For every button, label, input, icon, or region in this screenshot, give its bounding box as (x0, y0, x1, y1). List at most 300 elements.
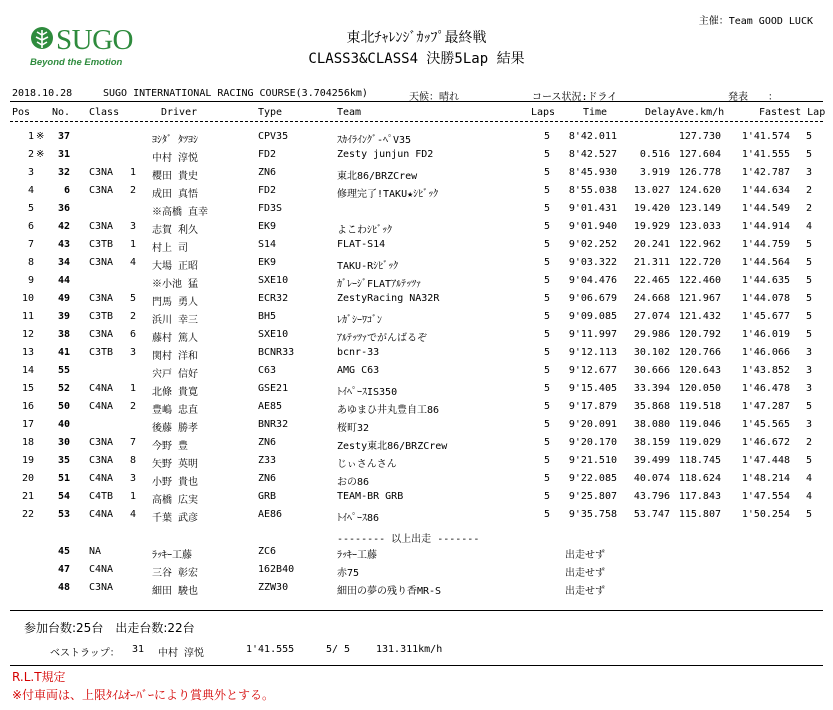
cell-driver: 千葉 武彦 (152, 513, 199, 524)
cell-no: 30 (57, 437, 70, 448)
cell-fastest-lap: 1'42.787 (741, 167, 790, 178)
cell-class: C4NA (89, 383, 114, 394)
cell-class-rank: 2 (129, 311, 136, 322)
cell-laps: 5 (543, 185, 550, 196)
cell-type: FD3S (258, 203, 283, 214)
cell-fastest-lap: 1'47.554 (741, 491, 790, 502)
table-row (0, 347, 833, 361)
cell-type: BNR32 (258, 419, 289, 430)
cell-type: ZN6 (258, 437, 277, 448)
cell-pos: 7 (27, 239, 34, 250)
cell-class: C3NA (89, 185, 114, 196)
cell-time: 8'42.011 (568, 131, 617, 142)
cell-type: ZN6 (258, 167, 277, 178)
table-row (0, 239, 833, 253)
cell-type: ZC6 (258, 546, 277, 557)
cell-time: 9'35.758 (568, 509, 617, 520)
cell-fastest-lap-no: 5 (805, 239, 812, 250)
cell-delay: 40.074 (633, 473, 670, 484)
cell-driver: ﾗｯｷｰ工藤 (152, 550, 192, 561)
cell-type: 162B40 (258, 564, 295, 575)
cell-pos: 10 (21, 293, 34, 304)
cell-fastest-lap-no: 3 (805, 167, 812, 178)
cell-class: C4NA (89, 401, 114, 412)
cell-avg-speed: 124.620 (678, 185, 721, 196)
cell-type: Z33 (258, 455, 277, 466)
cell-class: C3TB (89, 347, 114, 358)
cell-fastest-lap: 1'50.254 (741, 509, 790, 520)
cell-delay: 0.516 (639, 149, 670, 160)
cell-delay: 33.394 (633, 383, 670, 394)
weather: 天候：晴れ (409, 92, 459, 103)
cell-avg-speed: 119.518 (678, 401, 721, 412)
cell-driver: ※小池 猛 (152, 279, 199, 290)
cell-no: 36 (57, 203, 70, 214)
cell-no: 39 (57, 311, 70, 322)
cell-time: 9'04.476 (568, 275, 617, 286)
cell-no: 47 (57, 564, 70, 575)
header-avg-speed: Ave.km/h (676, 107, 725, 118)
cell-no: 32 (57, 167, 70, 178)
table-header (0, 107, 833, 119)
cell-laps: 5 (543, 203, 550, 214)
cell-team: ｱﾙﾃｯﾂｧでがんばるぞ (337, 333, 427, 344)
cell-driver: 後藤 勝孝 (152, 423, 199, 434)
cell-driver: 矢野 英明 (152, 459, 199, 470)
table-row (0, 149, 833, 163)
cell-pos: 3 (27, 167, 34, 178)
cell-fastest-lap-no: 3 (805, 365, 812, 376)
cell-delay: 30.666 (633, 365, 670, 376)
cell-driver: 藤村 篤人 (152, 333, 199, 344)
cell-fastest-lap: 1'45.565 (741, 419, 790, 430)
table-row (0, 203, 833, 217)
rule-top (10, 101, 823, 102)
cell-status: 出走せず (565, 586, 605, 597)
best-lap-no: 31 (132, 644, 145, 655)
cell-time: 8'42.527 (568, 149, 617, 160)
cell-team: おの86 (337, 477, 370, 488)
cell-laps: 5 (543, 491, 550, 502)
cell-fastest-lap: 1'46.066 (741, 347, 790, 358)
cell-pos: 21 (21, 491, 34, 502)
cell-class: C3NA (89, 437, 114, 448)
cell-driver: 宍戸 信好 (152, 369, 199, 380)
cell-no: 45 (57, 546, 70, 557)
table-row (0, 257, 833, 271)
cell-avg-speed: 119.046 (678, 419, 721, 430)
table-row (0, 383, 833, 397)
cell-class: C3NA (89, 329, 114, 340)
rule-header (10, 121, 823, 122)
cell-no: 53 (57, 509, 70, 520)
cell-class-rank: 1 (129, 167, 136, 178)
cell-laps: 5 (543, 257, 550, 268)
cell-team: TEAM-BR GRB (337, 491, 404, 502)
cell-driver: 今野 豊 (152, 441, 189, 452)
cell-no: 50 (57, 401, 70, 412)
dns-row (0, 582, 833, 596)
cell-time: 9'03.322 (568, 257, 617, 268)
cell-avg-speed: 127.604 (678, 149, 721, 160)
cell-fastest-lap-no: 4 (805, 491, 812, 502)
cell-team: 東北86/BRZCrew (337, 171, 418, 182)
cell-pos: 5 (27, 203, 34, 214)
cell-class-rank: 8 (129, 455, 136, 466)
cell-laps: 5 (543, 437, 550, 448)
entry-count: 参加台数:25台 出走台数:22台 (24, 621, 195, 635)
cell-team: TAKU-Rｼﾋﾞｯｸ (337, 261, 399, 272)
cell-class: C3NA (89, 582, 114, 593)
cell-driver: 大場 正昭 (152, 261, 199, 272)
cell-class: C3NA (89, 293, 114, 304)
logo-word: SUGO (56, 24, 133, 56)
cell-mark: ※ (36, 149, 45, 160)
cell-team: 細田の夢の残り香MR-S (337, 586, 442, 597)
cell-fastest-lap: 1'41.574 (741, 131, 790, 142)
cell-time: 9'01.431 (568, 203, 617, 214)
cell-fastest-lap: 1'47.287 (741, 401, 790, 412)
cell-no: 35 (57, 455, 70, 466)
cell-delay: 53.747 (633, 509, 670, 520)
cell-fastest-lap: 1'44.078 (741, 293, 790, 304)
cell-class-rank: 3 (129, 347, 136, 358)
cell-fastest-lap-no: 5 (805, 311, 812, 322)
cell-laps: 5 (543, 131, 550, 142)
cell-team: よこわｼﾋﾞｯｸ (337, 225, 392, 236)
cell-class: C3NA (89, 455, 114, 466)
cell-no: 49 (57, 293, 70, 304)
race-title: CLASS3&CLASS4 決勝5Lap 結果 (308, 51, 525, 67)
cell-fastest-lap: 1'46.019 (741, 329, 790, 340)
cell-delay: 24.668 (633, 293, 670, 304)
cell-no: 51 (57, 473, 70, 484)
cell-no: 6 (63, 185, 70, 196)
cell-time: 8'55.038 (568, 185, 617, 196)
cell-avg-speed: 122.962 (678, 239, 721, 250)
course-name: SUGO INTERNATIONAL RACING COURSE(3.704256km) (103, 88, 368, 99)
cell-fastest-lap: 1'41.555 (741, 149, 790, 160)
cell-no: 48 (57, 582, 70, 593)
cell-fastest-lap: 1'44.549 (741, 203, 790, 214)
cell-type: GSE21 (258, 383, 289, 394)
cell-avg-speed: 115.807 (678, 509, 721, 520)
cell-type: CPV35 (258, 131, 289, 142)
cell-fastest-lap-no: 3 (805, 419, 812, 430)
cell-fastest-lap-no: 5 (805, 509, 812, 520)
cell-time: 8'45.930 (568, 167, 617, 178)
cell-laps: 5 (543, 311, 550, 322)
cell-type: SXE10 (258, 275, 289, 286)
cell-class-rank: 6 (129, 329, 136, 340)
cell-fastest-lap-no: 5 (805, 275, 812, 286)
table-row (0, 509, 833, 523)
cell-team: Zesty junjun FD2 (337, 149, 434, 160)
header-fastest-lap: Fastest Lap (759, 107, 826, 118)
cell-no: 40 (57, 419, 70, 430)
cell-class: C4NA (89, 473, 114, 484)
cell-laps: 5 (543, 329, 550, 340)
cell-fastest-lap: 1'45.677 (741, 311, 790, 322)
cell-team: じぃさんさん (337, 459, 397, 470)
header-delay: Delay (645, 107, 676, 118)
cell-class: C3NA (89, 257, 114, 268)
cell-class-rank: 2 (129, 401, 136, 412)
cell-driver: 中村 淳悦 (152, 153, 199, 164)
cell-class-rank: 5 (129, 293, 136, 304)
cell-avg-speed: 122.720 (678, 257, 721, 268)
cell-team: ｽｶｲﾗｲﾝｸﾞ-ﾍﾟV35 (337, 135, 412, 146)
cell-type: BH5 (258, 311, 277, 322)
table-row (0, 401, 833, 415)
cell-class-rank: 4 (129, 509, 136, 520)
cell-team: ﾗｯｷｰ工藤 (337, 550, 377, 561)
cell-laps: 5 (543, 221, 550, 232)
cell-team: Zesty東北86/BRZCrew (337, 441, 448, 452)
cell-type: FD2 (258, 149, 277, 160)
header-pos: Pos (12, 107, 31, 118)
cell-laps: 5 (543, 293, 550, 304)
cell-team: ｶﾞﾚｰｼﾞFLATｱﾙﾃｯﾂｧ (337, 279, 422, 290)
cell-class: C3NA (89, 167, 114, 178)
cell-type: C63 (258, 365, 277, 376)
cell-class-rank: 1 (129, 383, 136, 394)
header-class: Class (89, 107, 120, 118)
cell-mark: ※ (36, 131, 45, 142)
cell-time: 9'09.085 (568, 311, 617, 322)
cell-time: 9'15.405 (568, 383, 617, 394)
cell-class-rank: 7 (129, 437, 136, 448)
cell-pos: 6 (27, 221, 34, 232)
header-laps: Laps (531, 107, 556, 118)
cell-fastest-lap-no: 2 (805, 185, 812, 196)
cell-avg-speed: 126.778 (678, 167, 721, 178)
cell-type: SXE10 (258, 329, 289, 340)
cell-laps: 5 (543, 473, 550, 484)
cell-pos: 20 (21, 473, 34, 484)
cell-avg-speed: 117.843 (678, 491, 721, 502)
cell-time: 9'25.807 (568, 491, 617, 502)
cell-class-rank: 1 (129, 491, 136, 502)
cell-pos: 18 (21, 437, 34, 448)
cell-driver: 小野 貴也 (152, 477, 199, 488)
dns-row (0, 564, 833, 578)
cell-delay: 38.080 (633, 419, 670, 430)
cell-fastest-lap-no: 5 (805, 149, 812, 160)
cell-driver: ﾖｼﾀﾞ ﾀﾂﾖｼ (152, 135, 199, 146)
cell-pos: 16 (21, 401, 34, 412)
published: 発表 ： (728, 92, 778, 103)
cell-delay: 19.929 (633, 221, 670, 232)
cell-avg-speed: 121.432 (678, 311, 721, 322)
cell-laps: 5 (543, 383, 550, 394)
cell-time: 9'20.170 (568, 437, 617, 448)
cell-type: EK9 (258, 221, 277, 232)
best-lap-lap: 5/ 5 (326, 644, 351, 655)
best-lap-time: 1'41.555 (246, 644, 295, 655)
cell-fastest-lap: 1'44.564 (741, 257, 790, 268)
cell-avg-speed: 123.149 (678, 203, 721, 214)
cell-time: 9'22.085 (568, 473, 617, 484)
cell-avg-speed: 121.967 (678, 293, 721, 304)
cell-fastest-lap: 1'48.214 (741, 473, 790, 484)
cell-pos: 11 (21, 311, 34, 322)
cell-driver: ※高橋 直幸 (152, 207, 209, 218)
cell-no: 38 (57, 329, 70, 340)
cell-team: ZestyRacing NA32R (337, 293, 440, 304)
cell-class-rank: 1 (129, 239, 136, 250)
cell-laps: 5 (543, 401, 550, 412)
cell-delay: 38.159 (633, 437, 670, 448)
cell-laps: 5 (543, 239, 550, 250)
cell-class: C4NA (89, 509, 114, 520)
cell-fastest-lap-no: 4 (805, 473, 812, 484)
cell-fastest-lap-no: 2 (805, 437, 812, 448)
table-row (0, 419, 833, 433)
table-row (0, 365, 833, 379)
started-divider: -------- 以上出走 ------- (337, 534, 480, 545)
cell-fastest-lap: 1'44.914 (741, 221, 790, 232)
cell-fastest-lap: 1'47.448 (741, 455, 790, 466)
cell-delay: 27.074 (633, 311, 670, 322)
cell-pos: 8 (27, 257, 34, 268)
cell-fastest-lap: 1'43.852 (741, 365, 790, 376)
cell-fastest-lap-no: 5 (805, 455, 812, 466)
cell-driver: 豊嶋 忠直 (152, 405, 199, 416)
best-lap-line (50, 644, 443, 659)
cell-avg-speed: 123.033 (678, 221, 721, 232)
table-row (0, 131, 833, 145)
cell-no: 34 (57, 257, 70, 268)
table-row (0, 167, 833, 181)
cell-laps: 5 (543, 419, 550, 430)
cell-delay: 22.465 (633, 275, 670, 286)
cell-delay: 43.796 (633, 491, 670, 502)
cell-fastest-lap: 1'46.478 (741, 383, 790, 394)
disqualification-note: ※付車両は、上限ﾀｲﾑｵｰﾊﾞｰにより賞典外とする。 (12, 688, 275, 702)
cell-fastest-lap-no: 2 (805, 203, 812, 214)
cell-no: 37 (57, 131, 70, 142)
race-date: 2018.10.28 (12, 88, 73, 99)
cell-avg-speed: 120.050 (678, 383, 721, 394)
cell-fastest-lap-no: 5 (805, 329, 812, 340)
table-row (0, 311, 833, 325)
cell-type: GRB (258, 491, 277, 502)
cell-driver: 三谷 彰宏 (152, 568, 199, 579)
table-row (0, 329, 833, 343)
cell-type: FD2 (258, 185, 277, 196)
cell-no: 54 (57, 491, 70, 502)
cell-pos: 22 (21, 509, 34, 520)
cell-laps: 5 (543, 167, 550, 178)
cell-fastest-lap-no: 3 (805, 383, 812, 394)
cell-class-rank: 3 (129, 473, 136, 484)
cell-team: 桜町32 (337, 423, 370, 434)
cell-pos: 12 (21, 329, 34, 340)
cell-laps: 5 (543, 347, 550, 358)
cell-delay: 30.102 (633, 347, 670, 358)
cell-driver: 成田 真悟 (152, 189, 199, 200)
header-driver: Driver (161, 107, 198, 118)
cell-no: 55 (57, 365, 70, 376)
cell-time: 9'17.879 (568, 401, 617, 412)
cell-delay: 29.986 (633, 329, 670, 340)
cell-fastest-lap-no: 5 (805, 131, 812, 142)
cell-pos: 9 (27, 275, 34, 286)
table-row (0, 455, 833, 469)
cell-delay: 39.499 (633, 455, 670, 466)
cell-pos: 13 (21, 347, 34, 358)
table-row (0, 473, 833, 487)
cell-avg-speed: 118.745 (678, 455, 721, 466)
cell-type: ZZW30 (258, 582, 289, 593)
cell-type: ECR32 (258, 293, 289, 304)
cell-driver: 関村 洋和 (152, 351, 199, 362)
table-row (0, 491, 833, 505)
cell-status: 出走せず (565, 568, 605, 579)
cell-type: AE86 (258, 509, 283, 520)
table-row (0, 185, 833, 199)
dns-row (0, 546, 833, 560)
cell-driver: 門馬 勇人 (152, 297, 199, 308)
cell-driver: 浜川 幸三 (152, 315, 199, 326)
rlt-rule: R.L.T規定 (12, 670, 66, 684)
cell-avg-speed: 120.792 (678, 329, 721, 340)
cell-driver: 高橋 広実 (152, 495, 199, 506)
cell-pos: 17 (21, 419, 34, 430)
cell-class: C3NA (89, 221, 114, 232)
table-row (0, 293, 833, 307)
cell-driver: 村上 司 (152, 243, 189, 254)
cell-team: AMG C63 (337, 365, 380, 376)
cell-time: 9'12.113 (568, 347, 617, 358)
cell-pos: 15 (21, 383, 34, 394)
cell-no: 31 (57, 149, 70, 160)
cell-pos: 2 (27, 149, 34, 160)
cell-laps: 5 (543, 509, 550, 520)
cell-delay: 21.311 (633, 257, 670, 268)
logo-tagline: Beyond the Emotion (30, 57, 123, 68)
cell-type: AE85 (258, 401, 283, 412)
cell-class-rank: 4 (129, 257, 136, 268)
cell-class: C3TB (89, 311, 114, 322)
cell-laps: 5 (543, 275, 550, 286)
cell-time: 9'12.677 (568, 365, 617, 376)
cell-team: ﾚｶﾞｼｰﾜｺﾞﾝ (337, 315, 382, 326)
best-lap-speed: 131.311km/h (376, 644, 443, 655)
cell-delay: 13.027 (633, 185, 670, 196)
best-lap-driver: 中村 淳悦 (158, 648, 205, 659)
cell-class: C4TB (89, 491, 114, 502)
cell-time: 9'11.997 (568, 329, 617, 340)
cell-type: ZN6 (258, 473, 277, 484)
header-no: No. (52, 107, 71, 118)
cell-team: ﾄｲﾍﾟｰｽIS350 (337, 387, 398, 398)
cell-laps: 5 (543, 149, 550, 160)
cell-laps: 5 (543, 455, 550, 466)
cell-class-rank: 2 (129, 185, 136, 196)
cell-time: 9'06.679 (568, 293, 617, 304)
cell-avg-speed: 120.643 (678, 365, 721, 376)
cell-status: 出走せず (565, 550, 605, 561)
cell-delay: 3.919 (639, 167, 670, 178)
cell-team: あゆまひ井丸豊自工86 (337, 405, 440, 416)
cell-team: 修理完了!TAKU★ｼﾋﾞｯｸ (337, 189, 439, 200)
cell-team: 赤75 (337, 568, 360, 579)
cell-no: 52 (57, 383, 70, 394)
cell-avg-speed: 118.624 (678, 473, 721, 484)
event-title: 東北ﾁｬﾚﾝｼﾞｶｯﾌﾟ最終戦 (346, 30, 487, 46)
